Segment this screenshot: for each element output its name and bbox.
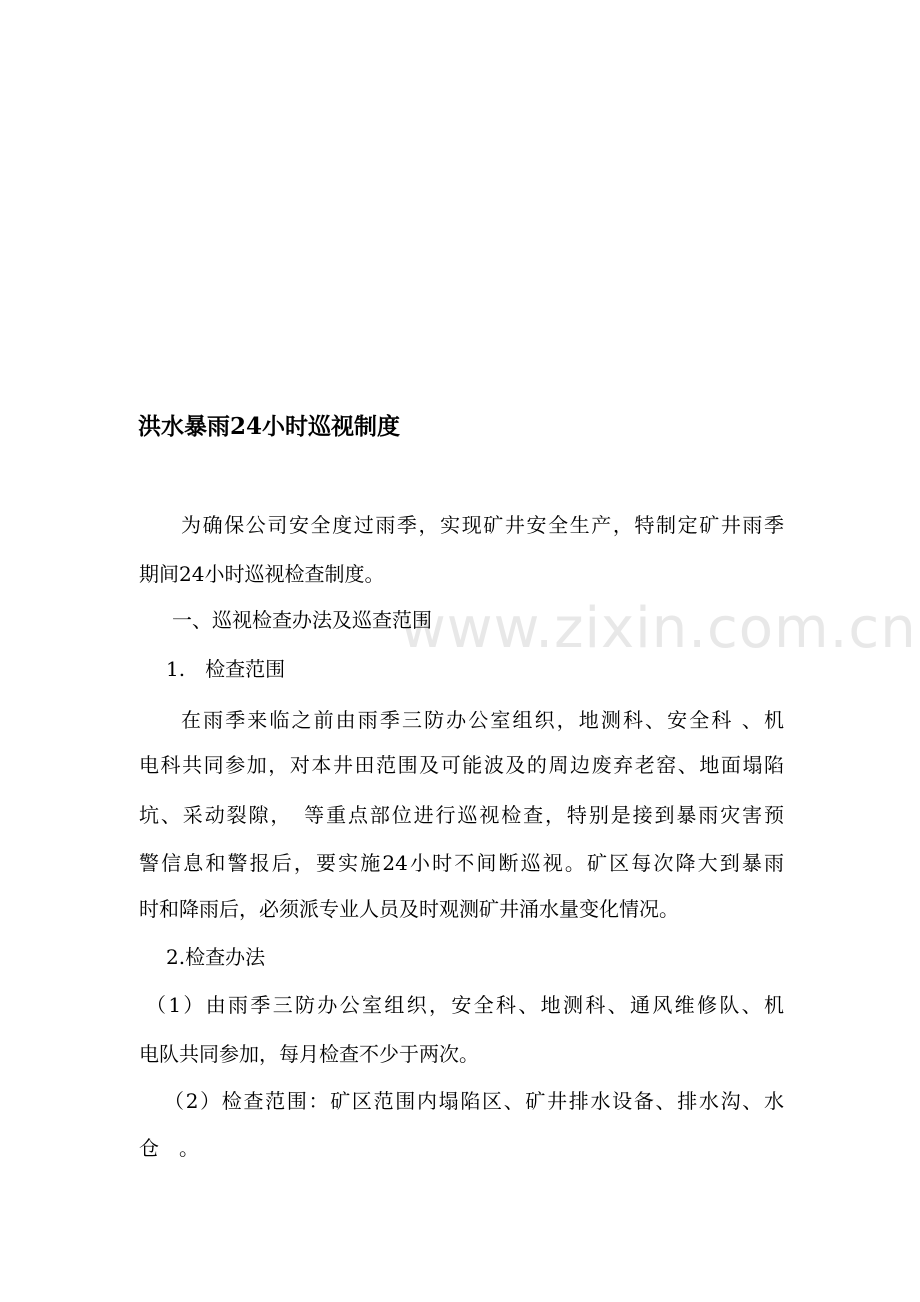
paragraph-line: 时和降雨后，必须派专业人员及时观测矿井涌水量变化情况。 (139, 897, 679, 921)
subsection-heading: 2.检查办法 (166, 945, 266, 969)
paragraph-line: 电队共同参加，每月检查不少于两次。 (139, 1042, 479, 1066)
subsection-heading: 1. 检查范围 (166, 657, 286, 681)
paragraph-line: 在雨季来临之前由雨季三防办公室组织，地测科、安全科 、机 (181, 708, 784, 732)
paragraph-line: （1）由雨季三防办公室组织，安全科、地测科、通风维修队、机 (146, 993, 784, 1017)
paragraph-line: 坑、采动裂隙， 等重点部位进行巡视检查，特别是接到暴雨灾害预 (139, 803, 784, 827)
section-heading: 一、巡视检查办法及巡查范围 (172, 608, 432, 632)
paragraph-line: 警信息和警报后，要实施24小时不间断巡视。矿区每次降大到暴雨 (139, 851, 784, 875)
paragraph-line: 期间24小时巡视检查制度。 (139, 562, 385, 586)
watermark: www.zixin.com.cn (400, 596, 917, 661)
paragraph-line: 为确保公司安全度过雨季，实现矿井安全生产，特制定矿井雨季 (181, 513, 784, 537)
document-title: 洪水暴雨24小时巡视制度 (138, 413, 401, 440)
paragraph-line: 电科共同参加，对本井田范围及可能波及的周边废弃老窑、地面塌陷 (139, 753, 784, 777)
paragraph-line: 仓 。 (139, 1136, 199, 1160)
paragraph-line: （2）检查范围：矿区范围内塌陷区、矿井排水设备、排水沟、水 (164, 1089, 784, 1113)
